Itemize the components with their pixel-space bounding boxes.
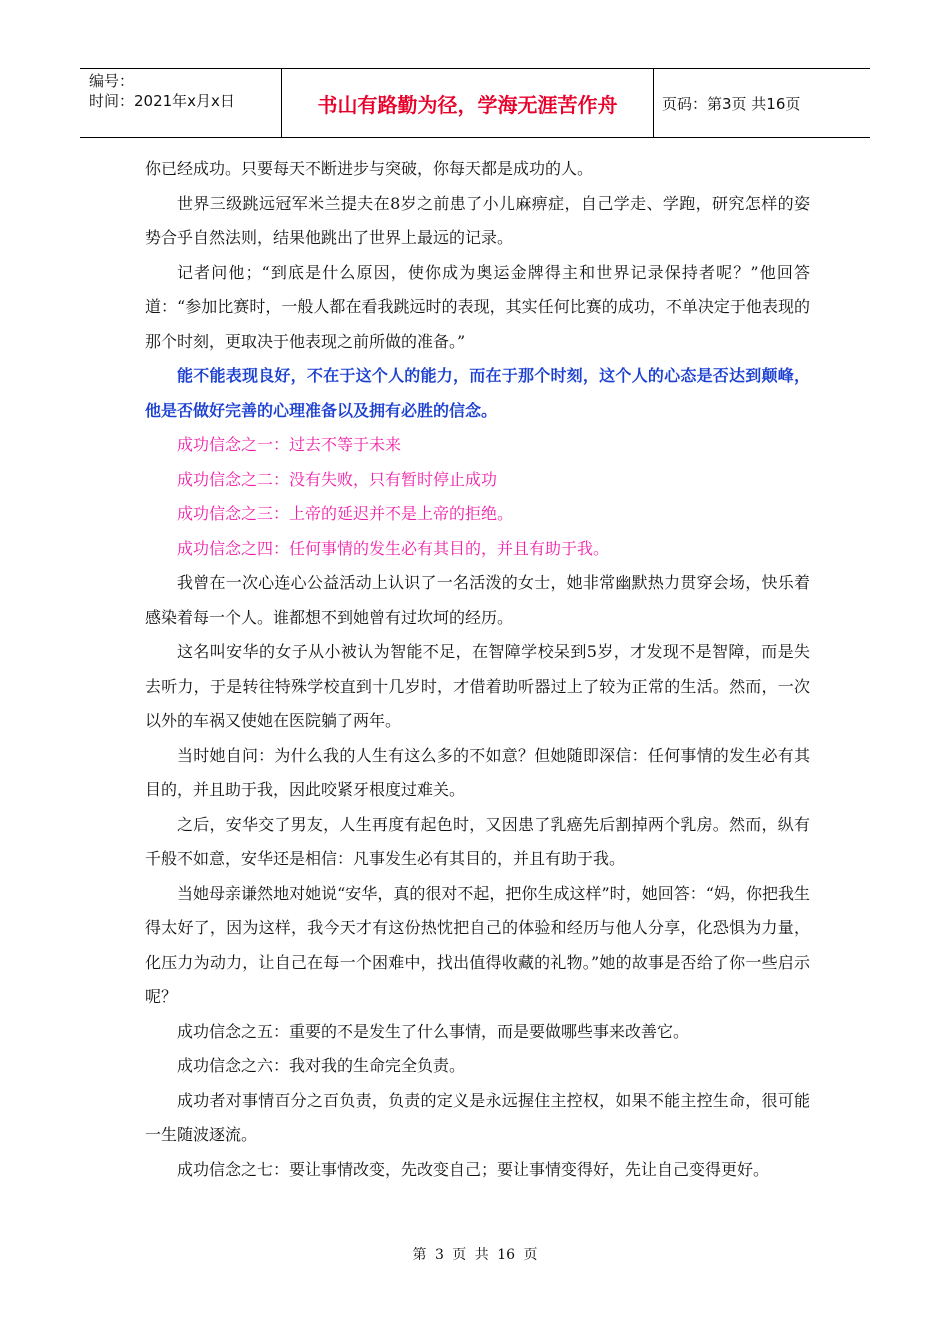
paragraph: 成功者对事情百分之百负责，负责的定义是永远握住主控权，如果不能主控生命，很可能一生随波逐流。 [145, 1090, 810, 1144]
document-time-label: 时间：2021年x月x日 [89, 92, 235, 110]
paragraph: 记者问他；“到底是什么原因，使你成为奥运金牌得主和世界记录保持者呢？”他回答道：“参加比赛时，一般人都在看我跳远时的表现，其实任何比赛的成功，不单决定于他表现的那个时刻，更取决于他表现之前所做的准备。” [145, 262, 810, 351]
document-body [145, 152, 810, 1187]
success-belief-1: 成功信念之一：过去不等于未来 [177, 435, 402, 454]
success-belief-5: 成功信念之五：重要的不是发生了什么事情，而是要做哪些事来改善它。 [177, 1021, 690, 1041]
paragraph: 当她母亲谦然地对她说“安华，真的很对不起，把你生成这样”时，她回答：“妈，你把我生得太好了，因为这样，我今天才有这份热忱把自己的体验和经历与他人分享，化恐惧为力量，化压力为动力，让自己在每一个困难中，找出值得收藏的礼物。”她的故事是否给了你一些启示呢？ [145, 883, 810, 1006]
highlighted-paragraph: 能不能表现良好，不在于这个人的能力，而在于那个时刻，这个人的心态是否达到颠峰，他是否做好完善的心理准备以及拥有必胜的信念。 [145, 366, 810, 420]
paragraph: 你已经成功。只要每天不断进步与突破，你每天都是成功的人。 [145, 159, 594, 178]
header-motto: 书山有路勤为径，学海无涯苦作舟 [282, 69, 654, 137]
success-belief-7: 成功信念之七：要让事情改变，先改变自己；要让事情变得好，先让自己变得更好。 [177, 1159, 770, 1179]
paragraph: 之后，安华交了男友，人生再度有起色时，又因患了乳癌先后割掉两个乳房。然而，纵有千般不如意，安华还是相信：凡事发生必有其目的，并且有助于我。 [145, 814, 810, 868]
header-meta [80, 69, 282, 137]
header-page-number: 页码：第3页 共16页 [662, 94, 801, 113]
page-header [80, 68, 870, 138]
success-belief-3: 成功信念之三：上帝的延迟并不是上帝的拒绝。 [177, 504, 514, 523]
success-belief-4: 成功信念之四：任何事情的发生必有其目的，并且有助于我。 [177, 538, 610, 558]
paragraph: 这名叫安华的女子从小被认为智能不足，在智障学校呆到5岁，才发现不是智障，而是失去听力，于是转往特殊学校直到十几岁时，才借着助听器过上了较为正常的生活。然而，一次以外的车祸又使她在医院躺了两年。 [145, 642, 810, 730]
success-belief-2: 成功信念之二：没有失败，只有暂时停止成功 [177, 469, 498, 489]
paragraph: 我曾在一次心连心公益活动上认识了一名活泼的女士，她非常幽默热力贯穿会场，快乐着感染着每一个人。谁都想不到她曾有过坎坷的经历。 [145, 573, 810, 627]
success-belief-6: 成功信念之六：我对我的生命完全负责。 [177, 1056, 466, 1075]
page-footer: 第 3 页 共 16 页 [412, 1247, 538, 1263]
document-number-label: 编号： [89, 72, 135, 90]
paragraph: 世界三级跳远冠军米兰提夫在8岁之前患了小儿麻痹症，自己学走、学跑，研究怎样的姿势合乎自然法则，结果他跳出了世界上最远的记录。 [145, 193, 810, 247]
paragraph: 当时她自问：为什么我的人生有这么多的不如意？但她随即深信：任何事情的发生必有其目的，并且助于我，因此咬紧牙根度过难关。 [145, 745, 810, 799]
